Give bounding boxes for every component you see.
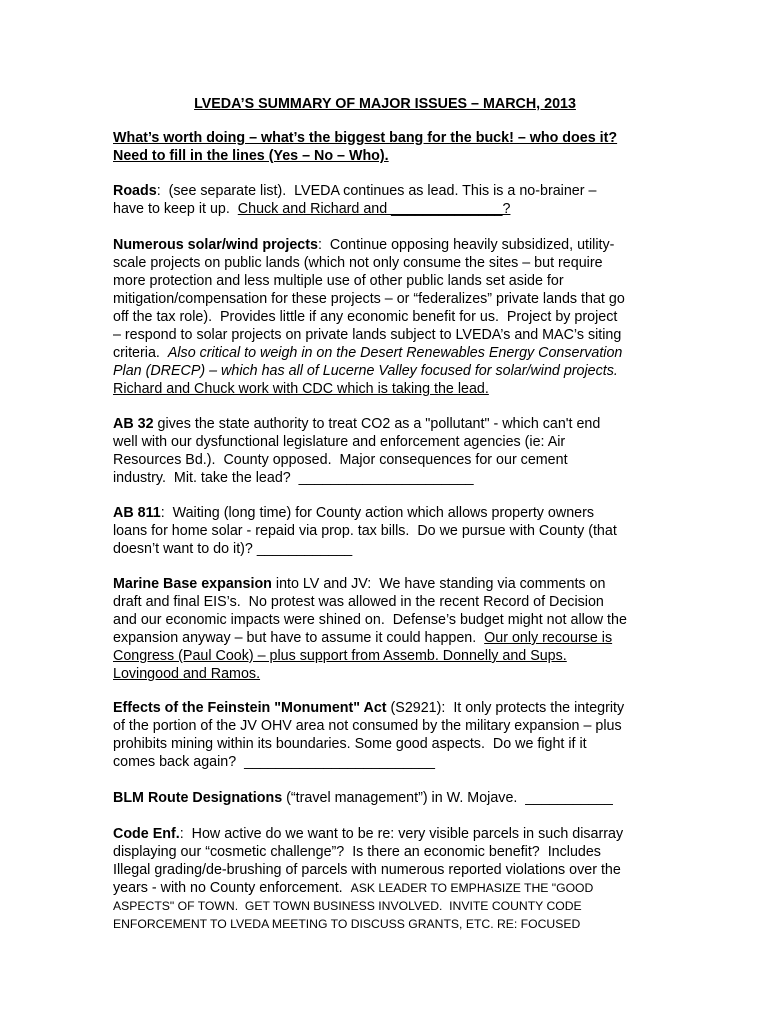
code-enforcement-text: Illegal grading/de-brushing of parcels with numerous reported violations over the [113, 862, 621, 878]
marine-text: draft and final EIS’s. No protest was allowed in the recent Record of Decision [113, 594, 604, 610]
solar-text: : Continue opposing heavily subsidized, utility- [317, 237, 615, 253]
ab32-section [113, 415, 673, 487]
marine-text: expansion anyway – but have to assume it could happen. [113, 630, 485, 646]
code-enforcement-text: displaying our “cosmetic challenge”? Is there an economic benefit? Includes [113, 844, 601, 860]
code-enforcement-text: years - with no County enforcement. [113, 880, 351, 896]
code-enforcement-caps-note: ASK LEADER TO EMPHASIZE THE "GOOD [350, 881, 594, 895]
solar-text: – respond to solar projects on private lands subject to LVEDA’s and MAC’s siting [113, 327, 622, 343]
solar-text: scale projects on public lands (which not only consume the sites – but require [113, 255, 603, 271]
solar-text: mitigation/compensation for these projects – or “federalizes” private lands that go [113, 291, 625, 307]
solar-section [113, 236, 673, 398]
ab811-section [113, 504, 673, 558]
intro-section [113, 129, 673, 165]
feinstein-text: prohibits mining within its boundaries. Some good aspects. Do we fight if it [113, 736, 587, 752]
marine-recourse: Congress (Paul Cook) – plus support from Assemb. Donnelly and Sups. [113, 648, 567, 664]
code-enforcement-heading: Code Enf. [113, 826, 180, 842]
roads-heading: Roads [113, 183, 157, 199]
ab811-text: doesn’t want to do it)? ____________ [113, 541, 353, 557]
marine-text: into LV and JV: We have standing via comments on [271, 576, 606, 592]
marine-recourse: Our only recourse is [484, 630, 613, 646]
code-enforcement-caps-note: ENFORCEMENT TO LVEDA MEETING TO DISCUSS GRANTS, ETC. RE: FOCUSED [113, 917, 581, 931]
code-enforcement-text: : How active do we want to be re: very visible parcels in such disarray [179, 826, 624, 842]
feinstein-section [113, 699, 673, 771]
roads-section [113, 182, 673, 218]
solar-drecp-note: Plan (DRECP) – which has all of Lucerne Valley focused for solar/wind projects. [113, 363, 618, 379]
solar-text: criteria. [113, 345, 168, 361]
blm-section [113, 789, 673, 807]
feinstein-text: of the portion of the JV OHV area not consumed by the military expansion – plus [113, 718, 622, 734]
roads-text: : (see separate list). LVEDA continues as lead. This is a no-brainer – [156, 183, 597, 199]
feinstein-heading: Effects of the Feinstein "Monument" Act [113, 700, 387, 716]
solar-text: off the tax role). Provides little if any economic benefit for us. Project by project [113, 309, 618, 325]
feinstein-text: comes back again? ________________________ [113, 754, 435, 770]
ab32-text: well with our dysfunctional legislature and enforcement agencies (ie: Air [113, 434, 566, 450]
ab32-text: industry. Mit. take the lead? ______________________ [113, 470, 474, 486]
roads-text: have to keep it up. [113, 201, 238, 217]
code-enforcement-caps-note: ASPECTS" OF TOWN. GET TOWN BUSINESS INVOLVED. INVITE COUNTY CODE [113, 899, 582, 913]
solar-drecp-note: Also critical to weigh in on the Desert Renewables Energy Conservation [167, 345, 623, 361]
ab811-heading: AB 811 [113, 505, 161, 521]
solar-text: more protection and less multiple use of other public lands set aside for [113, 273, 564, 289]
marine-recourse: Lovingood and Ramos. [113, 666, 261, 682]
ab32-heading: AB 32 [113, 416, 154, 432]
feinstein-text: (S2921): It only protects the integrity [386, 700, 625, 716]
blm-text: (“travel management”) in W. Mojave. ___________ [282, 790, 613, 806]
marine-heading: Marine Base expansion [113, 576, 272, 592]
document-title: LVEDA’S SUMMARY OF MAJOR ISSUES – MARCH, 2013 [194, 96, 576, 112]
ab811-text: : Waiting (long time) for County action which allows property owners [160, 505, 595, 521]
ab32-text: Resources Bd.). County opposed. Major consequences for our cement [113, 452, 568, 468]
intro-line-2: Need to fill in the lines (Yes – No – Who). [113, 148, 389, 164]
roads-assignees: Chuck and Richard and ______________? [237, 201, 511, 217]
marine-section [113, 575, 673, 683]
blm-heading: BLM Route Designations [113, 790, 283, 806]
solar-heading: Numerous solar/wind projects [113, 237, 318, 253]
ab811-text: loans for home solar - repaid via prop. tax bills. Do we pursue with County (that [113, 523, 617, 539]
intro-line-1: What’s worth doing – what’s the biggest bang for the buck! – who does it? [113, 130, 618, 146]
ab32-text: gives the state authority to treat CO2 as a "pollutant" - which can't end [153, 416, 601, 432]
marine-text: and our economic impacts were shined on. Defense’s budget might not allow the [113, 612, 627, 628]
solar-assignees: Richard and Chuck work with CDC which is taking the lead. [113, 381, 489, 397]
code-enforcement-section [113, 825, 673, 933]
